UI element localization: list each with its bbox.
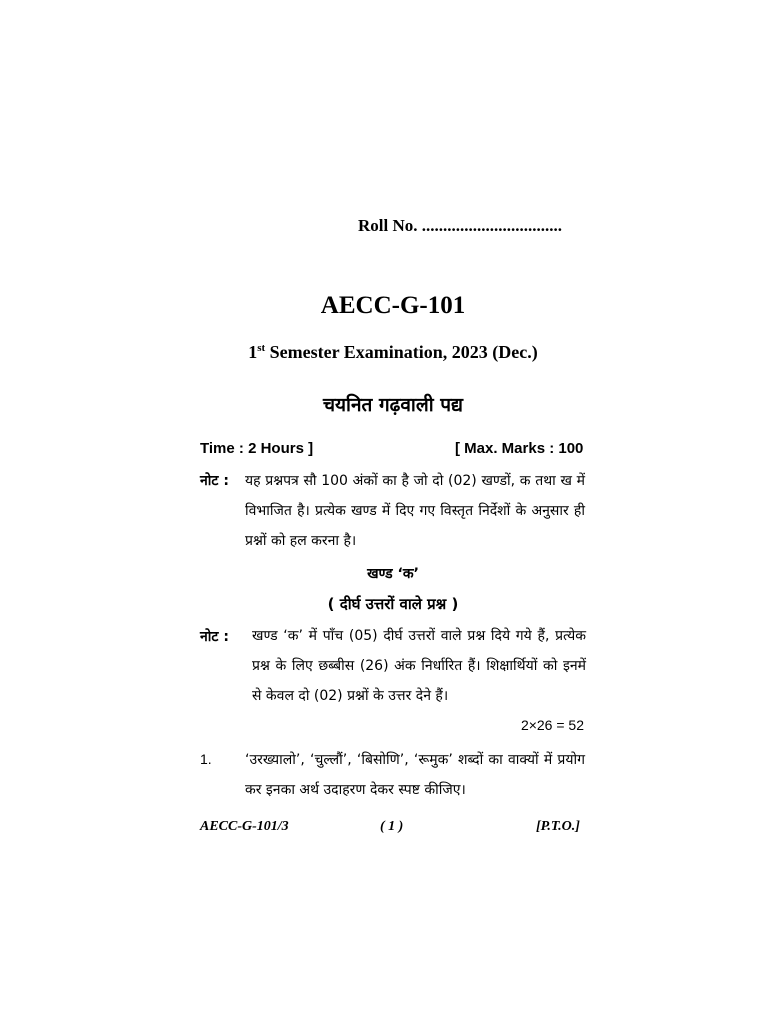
footer-paper-code: AECC-G-101/3 — [200, 819, 289, 834]
max-marks: [ Max. Marks : 100 — [455, 440, 584, 457]
time-allowed: Time : 2 Hours ] — [200, 440, 314, 457]
section-subtitle: ( दीर्घ उत्तरों वाले प्रश्न ) — [327, 595, 459, 613]
semester-superscript: st — [257, 342, 266, 354]
question-number: 1. — [200, 751, 212, 767]
semester-text: Semester Examination, 2023 (Dec.) — [265, 342, 538, 362]
section-note-label: नोट : — [200, 629, 229, 645]
section-instructions: खण्ड ‘क’ में पाँच (05) दीर्घ उत्तरों वाले प्रश्न दिये गये हैं, प्रत्येक प्रश्न के लिए छब्बीस (26) अंक निर्धारित हैं। शिक्षार्थियों को इनमें से केवल दो (02) प्रश्नों के उत्तर देने हैं। — [252, 628, 586, 704]
question-text: ‘उरख्यालो’, ‘चुल्लौं’, ‘बिसोणि’, ‘रूमुक’ शब्दों का वाक्यों में प्रयोग कर इनका अर्थ उदाहरण देकर स्पष्ट कीजिए। — [245, 752, 585, 798]
subject-title: चयनित गढ़वाली पद्य — [322, 394, 464, 416]
footer-page-number: ( 1 ) — [380, 819, 404, 834]
footer-pto: [P.T.O.] — [536, 819, 580, 834]
roll-number-line: Roll No. ................................. — [358, 216, 562, 235]
marks-distribution: 2×26 = 52 — [520, 717, 584, 733]
semester-heading — [0, 342, 768, 363]
general-instructions: यह प्रश्नपत्र सौ 100 अंकों का है जो दो (02) खण्डों, क तथा ख में विभाजित है। प्रत्येक खण्ड में दिए गए विस्तृत निर्देशों के अनुसार ही प्रश्नों को हल करना है। — [245, 473, 585, 549]
note-label: नोट : — [200, 473, 229, 489]
section-title: खण्ड ‘क’ — [367, 566, 419, 582]
course-code-title: AECC-G-101 — [320, 292, 466, 319]
semester-ordinal: 1 — [248, 342, 258, 362]
